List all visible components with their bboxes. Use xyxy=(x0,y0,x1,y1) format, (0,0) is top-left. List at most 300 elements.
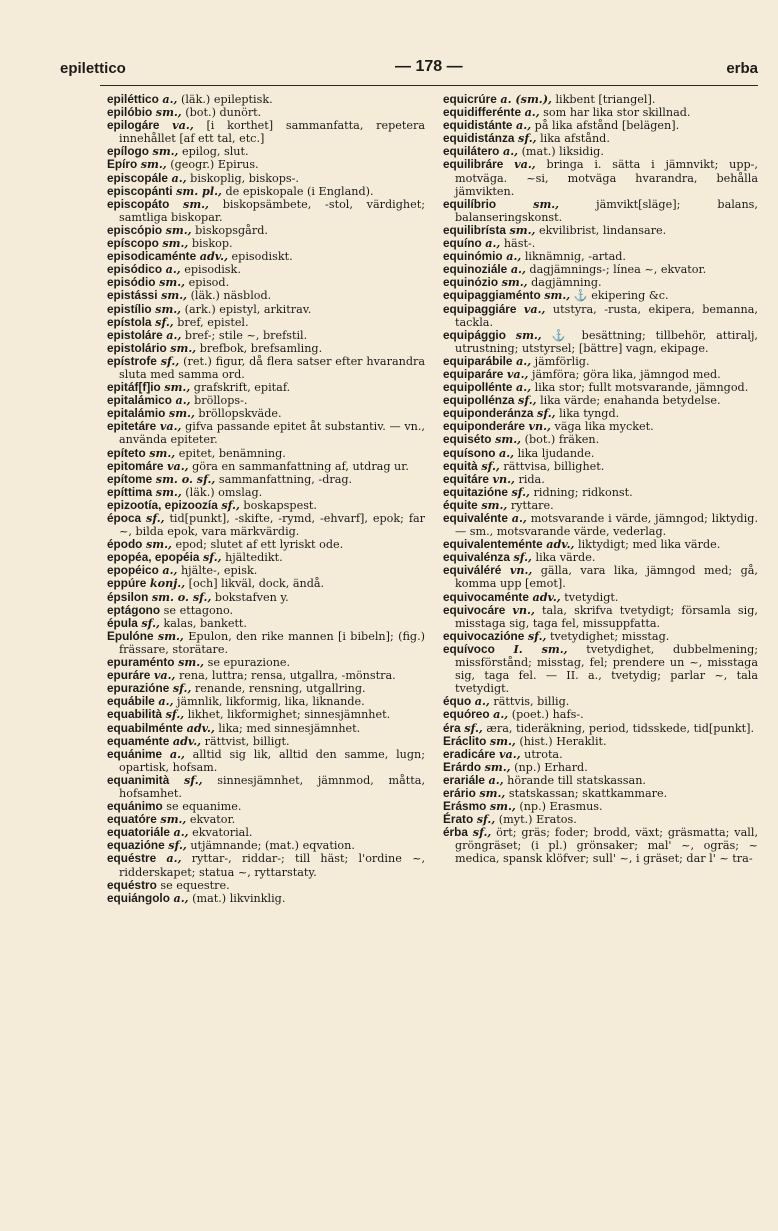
dictionary-entry xyxy=(107,852,425,878)
headword: equánimo xyxy=(107,799,163,814)
headword: equaménte xyxy=(107,733,170,748)
part-of-speech: a., xyxy=(511,511,527,525)
dictionary-entry xyxy=(443,826,758,865)
headword: equiparáre xyxy=(443,366,504,381)
part-of-speech: va., xyxy=(499,746,521,761)
definition: statskassan; skattkammare. xyxy=(508,786,668,800)
dictionary-entry xyxy=(107,892,425,905)
headword: equilíbrio xyxy=(443,196,497,211)
part-of-speech: sm. pl., xyxy=(176,183,222,198)
part-of-speech: adv., xyxy=(546,537,575,552)
definition: [och] likväl, dock, ändå. xyxy=(188,577,325,591)
headword: epitáf[f]io xyxy=(107,380,161,395)
definition: episod. xyxy=(188,276,230,290)
headword: equiponderánza xyxy=(443,406,534,421)
headword: episódio xyxy=(107,275,156,290)
page-number: — 178 — xyxy=(395,58,463,75)
part-of-speech: a., xyxy=(165,262,181,277)
definition: likhet, likformighet; sinnesjämnhet. xyxy=(187,708,391,722)
headword: epíscopo xyxy=(107,236,159,251)
part-of-speech: a., xyxy=(158,694,174,709)
headword: equanimità xyxy=(107,772,170,787)
definition: lika ljudande. xyxy=(517,446,595,460)
headword: Erásmo xyxy=(443,799,487,814)
definition: jämförlig. xyxy=(534,354,590,368)
definition: på lika afstånd [belägen]. xyxy=(534,119,680,133)
part-of-speech: a., xyxy=(499,445,515,460)
definition: lika tyngd. xyxy=(559,407,620,421)
part-of-speech: sm., xyxy=(183,196,209,211)
part-of-speech: va., xyxy=(514,157,536,172)
definition: grafskrift, epitaf. xyxy=(193,381,291,395)
dictionary-entry xyxy=(443,460,758,473)
definition: sinnesjämnhet, jämnmod, måtta, hofsamhet. xyxy=(119,773,426,800)
definition: utjämnande; (mat.) eqvation. xyxy=(190,839,355,853)
definition: (ret.) figur, då flera satser efter hvarandra sluta med samma ord. xyxy=(119,354,426,381)
part-of-speech: a., xyxy=(516,353,532,368)
definition: liknämnig, -artad. xyxy=(524,250,626,264)
headword: equivalenteménte xyxy=(443,537,543,552)
part-of-speech: vn., xyxy=(509,563,533,578)
dictionary-entry xyxy=(107,630,425,656)
definition: utrota. xyxy=(524,747,563,761)
part-of-speech: sm., xyxy=(533,196,560,211)
definition: gifva passande epitet åt substantiv. — vn., använda epiteter. xyxy=(119,420,425,447)
headword: épsilon xyxy=(107,589,149,604)
headword: eptágono xyxy=(107,602,161,617)
headword: equívoco xyxy=(443,641,495,656)
definition: likbent [triangel]. xyxy=(555,93,656,106)
definition: jämnlik, likformig, lika, liknande. xyxy=(177,695,365,709)
left-column xyxy=(107,93,425,905)
headword: epopéico xyxy=(107,563,159,578)
headword: eradicáre xyxy=(443,746,496,761)
headword: equóreo xyxy=(443,707,490,722)
page-header xyxy=(60,58,758,82)
definition: episodisk. xyxy=(184,263,241,277)
headword: erário xyxy=(443,785,476,800)
headword: epístrofe xyxy=(107,353,157,368)
part-of-speech: sm. o. sf., xyxy=(151,589,212,604)
headword: erariále xyxy=(443,772,485,787)
part-of-speech: va., xyxy=(172,118,194,133)
definition: se epurazione. xyxy=(207,656,291,670)
headword: épodo xyxy=(107,537,143,552)
definition: [i korthet] sammanfatta, repetera innehållet [af ett tal, etc.] xyxy=(119,119,425,146)
definition: ⚓ besättning; tillbehör, attiralj, utrustning; utstyrsel; [bättre] vagn, ekipage. xyxy=(455,328,758,355)
part-of-speech: sf., xyxy=(537,406,556,421)
definition: (poet.) hafs-. xyxy=(511,708,584,722)
dictionary-entry xyxy=(443,512,758,538)
dictionary-entry xyxy=(107,774,425,800)
dictionary-entry xyxy=(443,564,758,590)
part-of-speech: sm., xyxy=(155,484,182,499)
part-of-speech: va., xyxy=(153,668,176,683)
part-of-speech: sm., xyxy=(155,105,182,120)
part-of-speech: a., xyxy=(175,393,191,408)
part-of-speech: sm., xyxy=(484,759,511,774)
headword: Érato xyxy=(443,812,474,827)
definition: (np.) Erasmus. xyxy=(519,800,603,814)
headword: Eráclito xyxy=(443,733,487,748)
dictionary-entry xyxy=(107,420,425,446)
definition: rättvist, billigt. xyxy=(204,734,290,748)
definition: æra, tideräkning, period, tidsskede, tid[punkt]. xyxy=(486,721,755,735)
headword: érba xyxy=(443,825,468,840)
definition: se equanime. xyxy=(166,800,242,814)
headword: equabilménte xyxy=(107,720,184,735)
headword: equipággio xyxy=(443,327,506,342)
dictionary-entry xyxy=(443,604,758,630)
part-of-speech: sm., xyxy=(509,222,536,237)
part-of-speech: sm., xyxy=(479,785,506,800)
definition: rena, luttra; rensa, utgallra, -mönstra. xyxy=(178,669,396,683)
part-of-speech: a., xyxy=(493,707,509,722)
headword: Erárdo xyxy=(443,759,482,774)
part-of-speech: a., xyxy=(173,825,189,840)
definition: ryttare. xyxy=(510,498,554,512)
headword: equábile xyxy=(107,694,155,709)
part-of-speech: a., xyxy=(474,694,490,709)
part-of-speech: sm., xyxy=(159,275,186,290)
headword: Epulóne xyxy=(107,628,154,643)
headword: equivocaménte xyxy=(443,589,529,604)
headword: equivalénza xyxy=(443,550,510,565)
definition: biskopsämbete, -stol, värdighet; samtliga biskopar. xyxy=(119,197,425,224)
part-of-speech: vn., xyxy=(512,602,535,617)
headword: equísono xyxy=(443,445,496,460)
headword: epistolário xyxy=(107,340,167,355)
headword: equiséto xyxy=(443,432,492,447)
dictionary-entry xyxy=(443,643,758,695)
dictionary-entry xyxy=(107,460,425,473)
dictionary-entry xyxy=(443,158,758,197)
headword: episcopáto xyxy=(107,196,170,211)
part-of-speech: sf., xyxy=(155,314,174,329)
headword: equazióne xyxy=(107,838,165,853)
part-of-speech: sf., xyxy=(464,720,483,735)
definition: (läk.) omslag. xyxy=(185,485,263,499)
definition: epod; slutet af ett lyriskt ode. xyxy=(175,538,344,552)
headword: episcópio xyxy=(107,222,163,237)
definition: (myt.) Eratos. xyxy=(498,813,577,827)
part-of-speech: sm., xyxy=(149,445,176,460)
definition: (läk.) näsblod. xyxy=(190,289,272,303)
headword: equánime xyxy=(107,746,163,761)
definition: episodiskt. xyxy=(231,250,293,264)
part-of-speech: sm., xyxy=(489,733,516,748)
part-of-speech: sm., xyxy=(170,340,197,355)
part-of-speech: a., xyxy=(485,236,501,251)
definition: lika afstånd. xyxy=(540,132,610,146)
definition: som har lika stor skillnad. xyxy=(543,106,691,120)
definition: jämföra; göra lika, jämngod med. xyxy=(532,367,721,381)
definition: ⚓ ekipering &c. xyxy=(573,289,669,303)
headword: equéstre xyxy=(107,851,157,866)
headword: equivalénte xyxy=(443,511,508,525)
headword: equitazióne xyxy=(443,484,508,499)
definition: bringa i. sätta i jämnvikt; upp-, motväga. ~si, motväga hvarandra, behålla jämvikten. xyxy=(455,158,758,198)
part-of-speech: sf., xyxy=(172,681,192,696)
definition: gälla, vara lika, jämngod med; gå, komma upp [emot]. xyxy=(455,564,758,591)
part-of-speech: a., xyxy=(171,170,187,185)
headword: equinózio xyxy=(443,275,499,290)
definition: lika stor; fullt motsvarande, jämngod. xyxy=(534,381,749,395)
definition: epilog, slut. xyxy=(182,145,249,159)
definition: kalas, bankett. xyxy=(163,616,247,630)
dictionary-entry xyxy=(107,473,425,486)
part-of-speech: sm., xyxy=(155,301,182,316)
definition: epitet, benämning. xyxy=(178,446,286,460)
headword: epuráre xyxy=(107,668,151,683)
headword: equinoziále xyxy=(443,262,508,277)
definition: rättvisa, billighet. xyxy=(503,459,605,473)
definition: renande, rensning, utgallring. xyxy=(194,682,366,696)
part-of-speech: sf., xyxy=(203,550,222,565)
definition: hjälte-, episk. xyxy=(180,564,258,578)
part-of-speech: a., xyxy=(502,144,518,159)
part-of-speech: adv., xyxy=(186,720,215,735)
definition: dagjämnings-; línea ~, ekvator. xyxy=(529,263,707,277)
headword: epitetáre xyxy=(107,419,157,434)
definition: se ettagono. xyxy=(163,603,234,617)
part-of-speech: sm., xyxy=(495,432,522,447)
definition: tala, skrifva tvetydigt; församla sig, misstaga sig, taga fel, missuppfatta. xyxy=(455,603,758,630)
definition: väga lika mycket. xyxy=(554,420,654,434)
part-of-speech: sm., xyxy=(178,655,205,670)
definition: göra en sammanfattning af, utdrag ur. xyxy=(192,459,409,473)
headword: equinómio xyxy=(443,249,503,264)
headword: equicrúre xyxy=(443,92,497,106)
part-of-speech: a., xyxy=(488,772,504,787)
part-of-speech: sf., xyxy=(518,131,537,146)
headword: equipolIénte xyxy=(443,380,513,395)
definition: bröllopskväde. xyxy=(198,407,282,421)
definition: boskapspest. xyxy=(243,498,317,512)
part-of-speech: sf., xyxy=(165,707,185,722)
headword: epitomáre xyxy=(107,458,164,473)
definition: ridning; ridkonst. xyxy=(533,485,633,499)
part-of-speech: sf., xyxy=(476,812,496,827)
part-of-speech: a., xyxy=(506,249,522,264)
headword: equiparábile xyxy=(443,353,513,368)
headword: epiléttico xyxy=(107,92,159,106)
part-of-speech: I. sm., xyxy=(513,641,568,656)
part-of-speech: sf., xyxy=(527,628,547,643)
definition: (hist.) Heraklit. xyxy=(519,734,607,748)
part-of-speech: sm., xyxy=(501,275,528,290)
definition: (bot.) dunört. xyxy=(185,106,262,120)
definition: motsvarande i värde, jämngod; liktydig. — sm., motsvarande värde, vederlag. xyxy=(455,512,758,539)
part-of-speech: adv., xyxy=(532,589,561,604)
dictionary-entry xyxy=(443,303,758,329)
part-of-speech: va., xyxy=(159,419,182,434)
dictionary-entry xyxy=(443,695,758,708)
headword: epuraménto xyxy=(107,655,175,670)
definition: alltid sig lik, alltid den samme, lugn; opartisk, hofsam. xyxy=(119,747,425,774)
definition: rättvis, billig. xyxy=(493,695,570,709)
definition: hjältedikt. xyxy=(225,551,283,565)
definition: brefbok, brefsamling. xyxy=(199,341,323,355)
definition: (läk.) epileptisk. xyxy=(180,93,273,106)
part-of-speech: sm., xyxy=(168,406,195,421)
definition: bokstafven y. xyxy=(214,590,289,604)
part-of-speech: a., xyxy=(510,262,526,277)
headword: equatóre xyxy=(107,812,157,827)
part-of-speech: sf., xyxy=(141,615,160,630)
definition: tvetydighet, dubbelmening; missförstånd; misstag, fel; prendere un ~, misstaga sig, taga fel. — II. a., tvetydig; parlar ~, tala tvetydigt. xyxy=(455,642,758,696)
headword: equiponderáre xyxy=(443,419,525,434)
definition: jämvikt[släge]; balans, balanseringskonst. xyxy=(455,197,758,224)
part-of-speech: a., xyxy=(162,563,178,578)
headword: epitalámico xyxy=(107,393,172,408)
definition: rida. xyxy=(518,472,545,486)
part-of-speech: sf., xyxy=(183,772,203,787)
part-of-speech: sf., xyxy=(221,497,240,512)
part-of-speech: adv., xyxy=(172,733,202,748)
dictionary-entry xyxy=(107,93,425,106)
part-of-speech: sf., xyxy=(513,550,532,565)
headword: equilátero xyxy=(443,144,500,159)
definition: se equestre. xyxy=(160,878,230,892)
definition: lika värde; enahanda betydelse. xyxy=(540,394,721,408)
definition: lika värde. xyxy=(535,551,596,565)
definition: ryttar-, riddar-; till häst; l'ordine ~, ridderskapet; statua ~, ryttarstaty. xyxy=(119,852,425,879)
headword: epopéa, epopéia xyxy=(107,550,200,565)
dictionary-entry xyxy=(107,198,425,224)
headword: episódico xyxy=(107,262,163,277)
part-of-speech: sm., xyxy=(161,288,187,303)
part-of-speech: a., xyxy=(524,105,540,120)
part-of-speech: sm., xyxy=(165,222,192,237)
definition: bref, epistel. xyxy=(177,315,249,329)
header-rule xyxy=(100,85,758,86)
dictionary-entry xyxy=(443,329,758,355)
dictionary-entry xyxy=(443,198,758,224)
headword: equíno xyxy=(443,236,482,251)
definition: Epulon, den rike mannen [i bibeln]; (fig.) frässare, storätare. xyxy=(119,629,425,656)
definition: tvetydighet; misstag. xyxy=(549,629,670,643)
part-of-speech: sm., xyxy=(160,812,187,827)
part-of-speech: a., xyxy=(166,851,182,866)
headword: equitáre xyxy=(443,471,489,486)
part-of-speech: sm., xyxy=(157,628,184,643)
part-of-speech: a., xyxy=(162,92,178,106)
definition: utstyra, -rusta, ekipera, bemanna, tackla. xyxy=(455,302,758,329)
part-of-speech: adv., xyxy=(199,249,228,264)
headword: equiváléré xyxy=(443,563,502,578)
definition: de episkopale (i England). xyxy=(225,184,374,198)
headword: equidistánte xyxy=(443,118,513,133)
headword: equità xyxy=(443,458,478,473)
definition: (bot.) fräken. xyxy=(524,433,600,447)
definition: biskopsgård. xyxy=(195,223,268,237)
part-of-speech: sm., xyxy=(515,327,542,342)
part-of-speech: konj., xyxy=(149,576,186,591)
part-of-speech: sf., xyxy=(511,484,530,499)
part-of-speech: va., xyxy=(523,301,546,316)
part-of-speech: sm., xyxy=(489,799,516,814)
headword: epilóbio xyxy=(107,105,153,120)
headword: epítome xyxy=(107,471,153,486)
definition: tid[punkt], -skifte, -rymd, -ehvarf], epok; far ~, bilda epok, vara märkvärdig. xyxy=(119,512,425,539)
dictionary-entry xyxy=(107,355,425,381)
definition: liktydigt; med lika värde. xyxy=(578,538,721,552)
header-right-guide-word: erba xyxy=(726,60,758,77)
part-of-speech: a., xyxy=(516,380,532,395)
definition: ekvator. xyxy=(189,813,236,827)
dictionary-entry xyxy=(107,512,425,538)
headword: epizootía, epizoozía xyxy=(107,497,218,512)
part-of-speech: sm., xyxy=(152,144,179,159)
part-of-speech: sf., xyxy=(146,511,165,525)
part-of-speech: a., xyxy=(173,890,189,905)
headword: equipaggiaménto xyxy=(443,288,541,303)
headword: epilogáre xyxy=(107,118,160,133)
part-of-speech: vn., xyxy=(492,471,515,486)
headword: equilibráre xyxy=(443,157,504,172)
headword: equidifferénte xyxy=(443,105,521,120)
definition: (ark.) epistyl, arkitrav. xyxy=(184,302,312,316)
headword: equidistánza xyxy=(443,131,515,146)
definition: biskop. xyxy=(191,237,233,251)
headword: Epíro xyxy=(107,157,138,172)
headword: épula xyxy=(107,615,138,630)
headword: éra xyxy=(443,720,461,735)
part-of-speech: sf., xyxy=(160,353,180,368)
headword: epurazióne xyxy=(107,681,170,696)
headword: equipolIénza xyxy=(443,393,515,408)
headword: epistássi xyxy=(107,288,158,303)
part-of-speech: vn., xyxy=(528,419,551,434)
definition: sammanfattning, -drag. xyxy=(218,472,353,486)
definition: hörande till statskassan. xyxy=(507,773,646,787)
part-of-speech: sf., xyxy=(518,393,537,408)
headword: équo xyxy=(443,694,472,709)
dictionary-entry xyxy=(107,119,425,145)
headword: equiángolo xyxy=(107,890,170,905)
headword: equivocáre xyxy=(443,602,506,617)
headword: episcopánti xyxy=(107,183,173,198)
headword: epíteto xyxy=(107,445,146,460)
part-of-speech: sf., xyxy=(472,825,492,840)
part-of-speech: sm., xyxy=(140,157,167,172)
headword: epílogo xyxy=(107,144,149,159)
header-left-guide-word: epilettico xyxy=(60,60,126,77)
part-of-speech: a. (sm.), xyxy=(500,92,552,106)
headword: epitalámio xyxy=(107,406,166,421)
definition: ört; gräs; foder; brodd, växt; gräsmatta; vall, gröngräset; (i pl.) grönsaker; mal' ~, ogräs; ~ medica, spansk klöfver; sull' ~, i gräset; dar l' ~ tra- xyxy=(455,826,758,866)
headword: equatoriále xyxy=(107,825,170,840)
definition: (mat.) liksidig. xyxy=(521,145,604,159)
part-of-speech: sf., xyxy=(168,838,187,853)
part-of-speech: a., xyxy=(516,118,532,133)
dictionary-entry xyxy=(443,708,758,721)
dictionary-entry xyxy=(107,748,425,774)
part-of-speech: sm. o. sf., xyxy=(155,471,216,486)
part-of-speech: va., xyxy=(506,366,529,381)
headword: équite xyxy=(443,497,478,512)
part-of-speech: sm., xyxy=(481,497,508,512)
headword: equabilità xyxy=(107,707,163,722)
headword: equilibrísta xyxy=(443,222,506,237)
headword: episodicaménte xyxy=(107,249,197,264)
headword: equivocazióne xyxy=(443,628,525,643)
definition: bref-; stile ~, brefstil. xyxy=(184,328,308,342)
headword: episcopále xyxy=(107,170,168,185)
definition: dagjämning. xyxy=(531,276,602,290)
part-of-speech: sm., xyxy=(164,380,191,395)
